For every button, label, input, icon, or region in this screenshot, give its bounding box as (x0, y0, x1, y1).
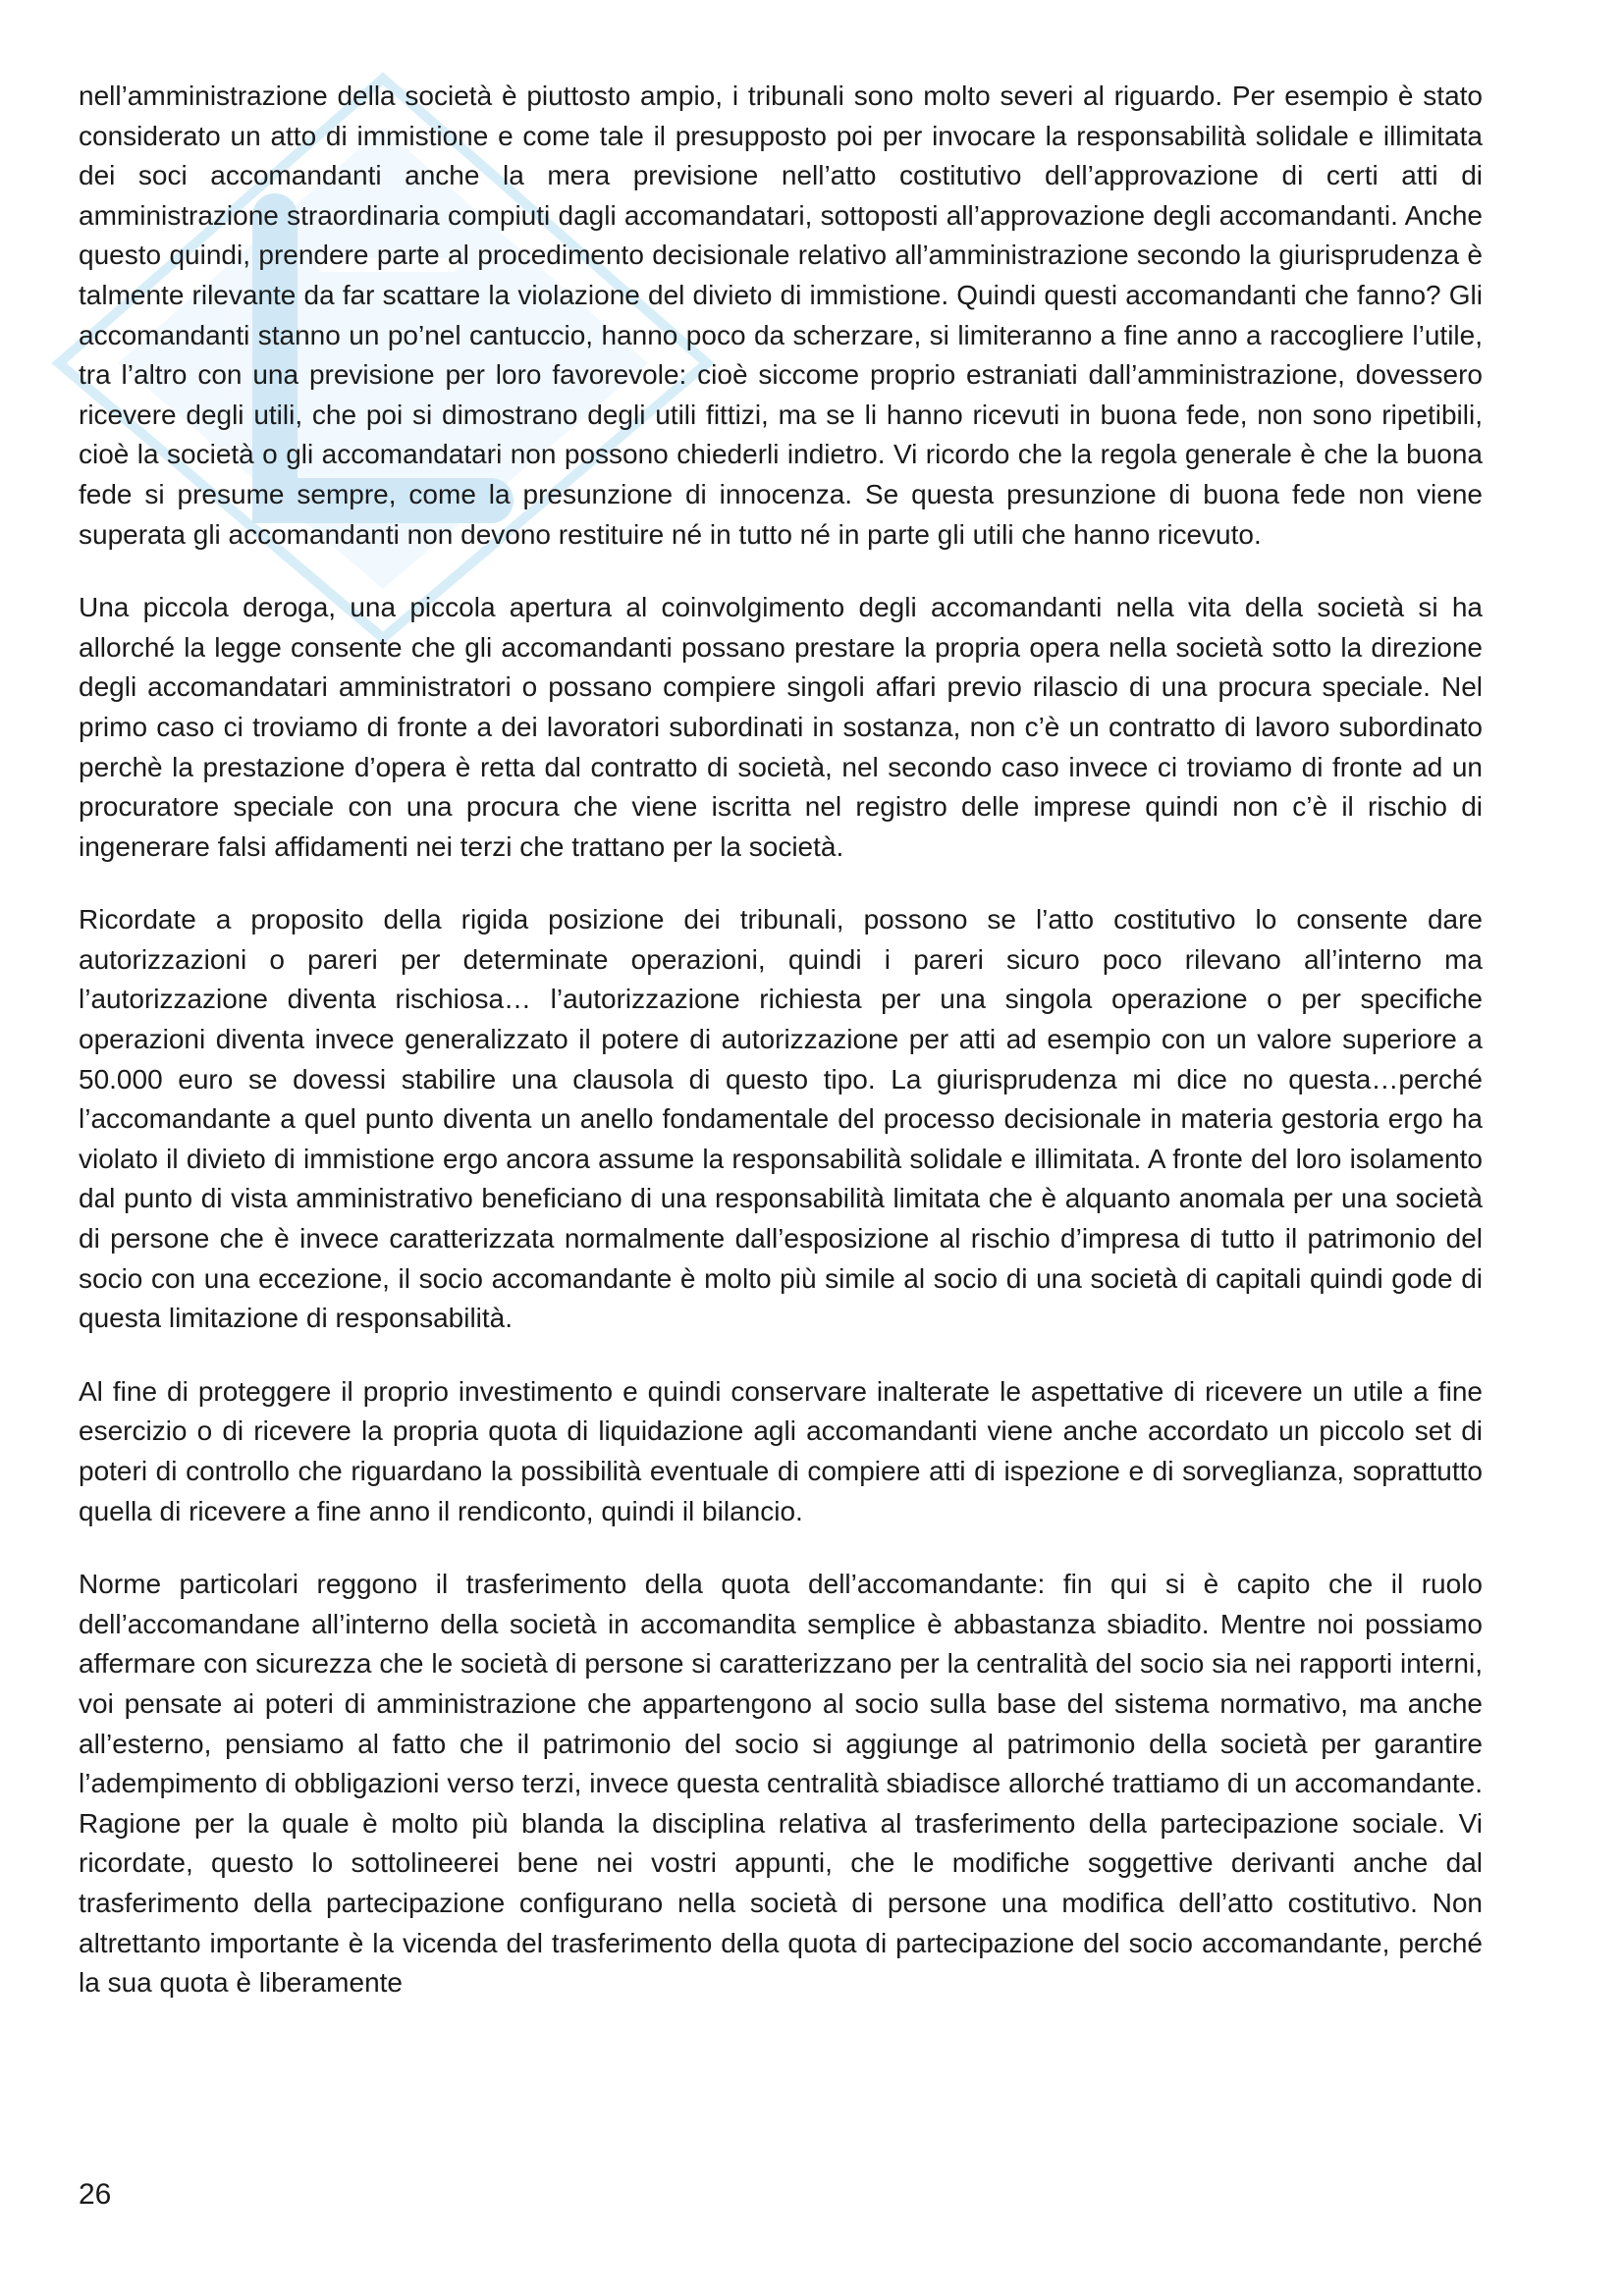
document-body (79, 77, 1483, 2037)
paragraph-controllo: Al fine di proteggere il proprio investimento e quindi conservare inalterate le aspettative di ricevere un utile a fine esercizio o di ricevere la propria quota di liquidazione agli accomandanti viene anche accordato un piccolo set di poteri di controllo che riguardano la possibilità eventuale di compiere atti di ispezione e di sorveglianza, soprattutto quella di ricevere a fine anno il rendiconto, quindi il bilancio. (79, 1375, 1483, 1526)
paragraph-trasferimento-quota: Norme particolari reggono il trasferimento della quota dell’accomandante: fin qui si è capito che il ruolo dell’accomandane all’interno della società in accomandita semplice è abbastanza sbiadito. Mentre noi possiamo affermare con sicurezza che le società di persone si caratterizzano per la centralità del socio sia nei rapporti interni, voi pensate ai poteri di amministrazione che appartengono al socio sulla base del sistema normativo, ma anche all’esterno, pensiamo al fatto che il patrimonio del socio si aggiunge al patrimonio della società per garantire l’adempimento di obbligazioni verso terzi, invece questa centralità sbiadisce allorché trattiamo di un accomandante. Ragione per la quale è molto più blanda la disciplina relativa al trasferimento della partecipazione sociale. Vi ricordate, questo lo sottolineerei bene nei vostri appunti, che le modifiche soggettive derivanti anche dal trasferimento della partecipazione configurano nella società di persone una modifica dell’atto costitutivo. Non altrettanto importante è la vicenda del trasferimento della quota di partecipazione del socio accomandante, perché la sua quota è liberamente (79, 1569, 1483, 1999)
paragraph-tribunali: Ricordate a proposito della rigida posizione dei tribunali, possono se l’atto costitutivo lo consente dare autorizzazioni o pareri per determinate operazioni, quindi i pareri sicuro poco rilevano all’interno ma l’autorizzazione diventa rischiosa… l’autorizzazione richiesta per una singola operazione o per specifiche operazioni diventa invece generalizzato il potere di autorizzazione per atti ad esempio con un valore superiore a 50.000 euro se dovessi stabilire una clausola di questo tipo. La giurisprudenza mi dice no questa…perché l’accomandante a quel punto diventa un anello fondamentale del processo decisionale in materia gestoria ergo ha violato il divieto di immistione ergo ancora assume la responsabilità solidale e illimitata. A fronte del loro isolamento dal punto di vista amministrativo beneficiano di una responsabilità limitata che è alquanto anomala per una società di persone che è invece caratterizzata normalmente dall’esposizione al rischio d’impresa di tutto il patrimonio del socio con una eccezione, il socio accomandante è molto più simile al socio di una società di capitali quindi gode di questa limitazione di responsabilità. (79, 904, 1483, 1334)
paragraph-immistione: nell’amministrazione della società è piuttosto ampio, i tribunali sono molto severi al riguardo. Per esempio è stato considerato un atto di immistione e come tale il presupposto poi per invocare la responsabilità solidale e illimitata dei soci accomandanti anche la mera previsione nell’atto costitutivo dell’approvazione di certi atti di amministrazione straordinaria compiuti dagli accomandatari, sottoposti all’approvazione degli accomandanti. Anche questo quindi, prendere parte al procedimento decisionale relativo all’amministrazione secondo la giurisprudenza è talmente rilevante da far scattare la violazione del divieto di immistione. Quindi questi accomandanti che fanno? Gli accomandanti stanno un po’nel cantuccio, hanno poco da scherzare, si limiteranno a fine anno a raccogliere l’utile, tra l’altro con una previsione per loro favorevole: cioè siccome proprio estraniati dall’amministrazione, dovessero ricevere degli utili, che poi si dimostrano degli utili fittizi, ma se li hanno ricevuti in buona fede, non sono ripetibili, cioè la società o gli accomandatari non possono chiederli indietro. Vi ricordo che la regola generale è che la buona fede si presume sempre, come la presunzione di innocenza. Se questa presunzione di buona fede non viene superata gli accomandanti non devono restituire né in tutto né in parte gli utili che hanno ricevuto. (79, 80, 1483, 550)
paragraph-deroga: Una piccola deroga, una piccola apertura al coinvolgimento degli accomandanti nella vita della società si ha allorché la legge consente che gli accomandanti possano prestare la propria opera nella società sotto la direzione degli accomandatari amministratori o possano compiere singoli affari previo rilascio di una procura speciale. Nel primo caso ci troviamo di fronte a dei lavoratori subordinati in sostanza, non c’è un contratto di lavoro subordinato perchè la prestazione d’opera è retta dal contratto di società, nel secondo caso invece ci troviamo di fronte ad un procuratore speciale con una procura che viene iscritta nel registro delle imprese quindi non c’è il rischio di ingenerare falsi affidamenti nei terzi che trattano per la società. (79, 592, 1483, 862)
page-number: 26 (79, 2178, 112, 2211)
